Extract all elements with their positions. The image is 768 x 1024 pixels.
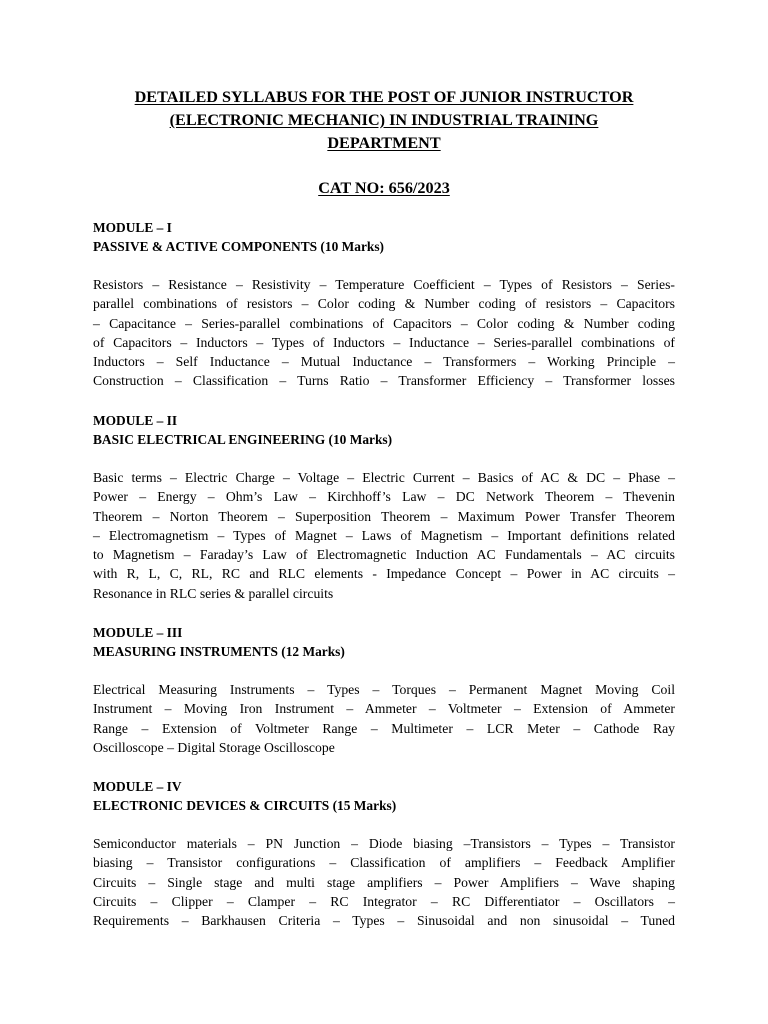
module-2-line-2: Power – Energy – Ohm’s Law – Kirchhoff’s Law – DC Network Theorem – Thevenin (93, 489, 675, 505)
module-4-line-2: biasing – Transistor configurations – Classification of amplifiers – Feedback Amplifier (93, 855, 675, 871)
module-4-line-5: Requirements – Barkhausen Criteria – Types – Sinusoidal and non sinusoidal – Tuned (93, 913, 675, 929)
module-4-line-3: Circuits – Single stage and multi stage amplifiers – Power Amplifiers – Wave shaping (93, 874, 675, 890)
module-1-line-3: – Capacitance – Series-parallel combinations of Capacitors – Color coding & Number coding (93, 315, 675, 331)
module-2-line-7: Resonance in RLC series & parallel circuits (93, 585, 334, 601)
module-3-line-3: Range – Extension of Voltmeter Range – Multimeter – LCR Meter – Cathode Ray (93, 720, 675, 736)
module-2-line-6: with R, L, C, RL, RC and RLC elements - Impedance Concept – Power in AC circuits – (93, 566, 675, 582)
title-line-2: (ELECTRONIC MECHANIC) IN INDUSTRIAL TRAINING (169, 110, 599, 129)
module-3-content (93, 680, 675, 757)
module-3-line-2: Instrument – Moving Iron Instrument – Ammeter – Voltmeter – Extension of Ammeter (93, 701, 675, 717)
module-2-line-4: – Electromagnetism – Types of Magnet – Laws of Magnetism – Important definitions related (93, 527, 675, 543)
module-1-content (93, 275, 675, 391)
module-1-line-6: Construction – Classification – Turns Ratio – Transformer Efficiency – Transformer losses (93, 373, 675, 389)
module-3-heading (93, 623, 693, 662)
module-2-line-1: Basic terms – Electric Charge – Voltage – Electric Current – Basics of AC & DC – Phase – (93, 470, 675, 485)
module-3-line-4: Oscilloscope – Digital Storage Oscilloscope (93, 739, 335, 755)
module-2-line-3: Theorem – Norton Theorem – Superposition Theorem – Maximum Power Transfer Theorem (93, 508, 675, 524)
module-3-line-1: Electrical Measuring Instruments – Types – Torques – Permanent Magnet Moving Coil (93, 682, 675, 697)
category-number: CAT NO: 656/2023 (318, 179, 450, 197)
module-3-title: MEASURING INSTRUMENTS (12 Marks) (93, 644, 345, 660)
module-4-title: ELECTRONIC DEVICES & CIRCUITS (15 Marks) (93, 798, 397, 814)
module-1-line-4: of Capacitors – Inductors – Types of Inductors – Inductance – Series-parallel combinations of (93, 334, 675, 350)
module-4-content (93, 834, 675, 930)
module-4-label: MODULE – IV (93, 779, 182, 794)
module-3-label: MODULE – III (93, 625, 183, 640)
module-1-line-2: parallel combinations of resistors – Color coding & Number coding of resistors – Capacitors (93, 296, 675, 312)
module-2-heading (93, 411, 693, 450)
module-4-heading (93, 777, 693, 816)
module-1-line-5: Inductors – Self Inductance – Mutual Inductance – Transformers – Working Principle – (93, 354, 675, 370)
module-2-content (93, 468, 675, 603)
module-2-label: MODULE – II (93, 413, 178, 428)
module-4-line-4: Circuits – Clipper – Clamper – RC Integrator – RC Differentiator – Oscillators – (93, 893, 675, 909)
title-line-3: DEPARTMENT (327, 133, 441, 152)
module-1-heading (93, 218, 693, 257)
module-2-title: BASIC ELECTRICAL ENGINEERING (10 Marks) (93, 432, 393, 448)
module-4-line-1: Semiconductor materials – PN Junction – Diode biasing –Transistors – Types – Transistor (93, 836, 675, 851)
module-1-line-1: Resistors – Resistance – Resistivity – Temperature Coefficient – Types of Resistors – Series- (93, 277, 675, 292)
title-line-1: DETAILED SYLLABUS FOR THE POST OF JUNIOR INSTRUCTOR (134, 88, 634, 106)
document-title (60, 86, 708, 154)
module-1-title: PASSIVE & ACTIVE COMPONENTS (10 Marks) (93, 239, 385, 255)
module-2-line-5: to Magnetism – Faraday’s Law of Electromagnetic Induction AC Fundamentals – AC circuits (93, 547, 675, 563)
module-1-label: MODULE – I (93, 220, 172, 235)
